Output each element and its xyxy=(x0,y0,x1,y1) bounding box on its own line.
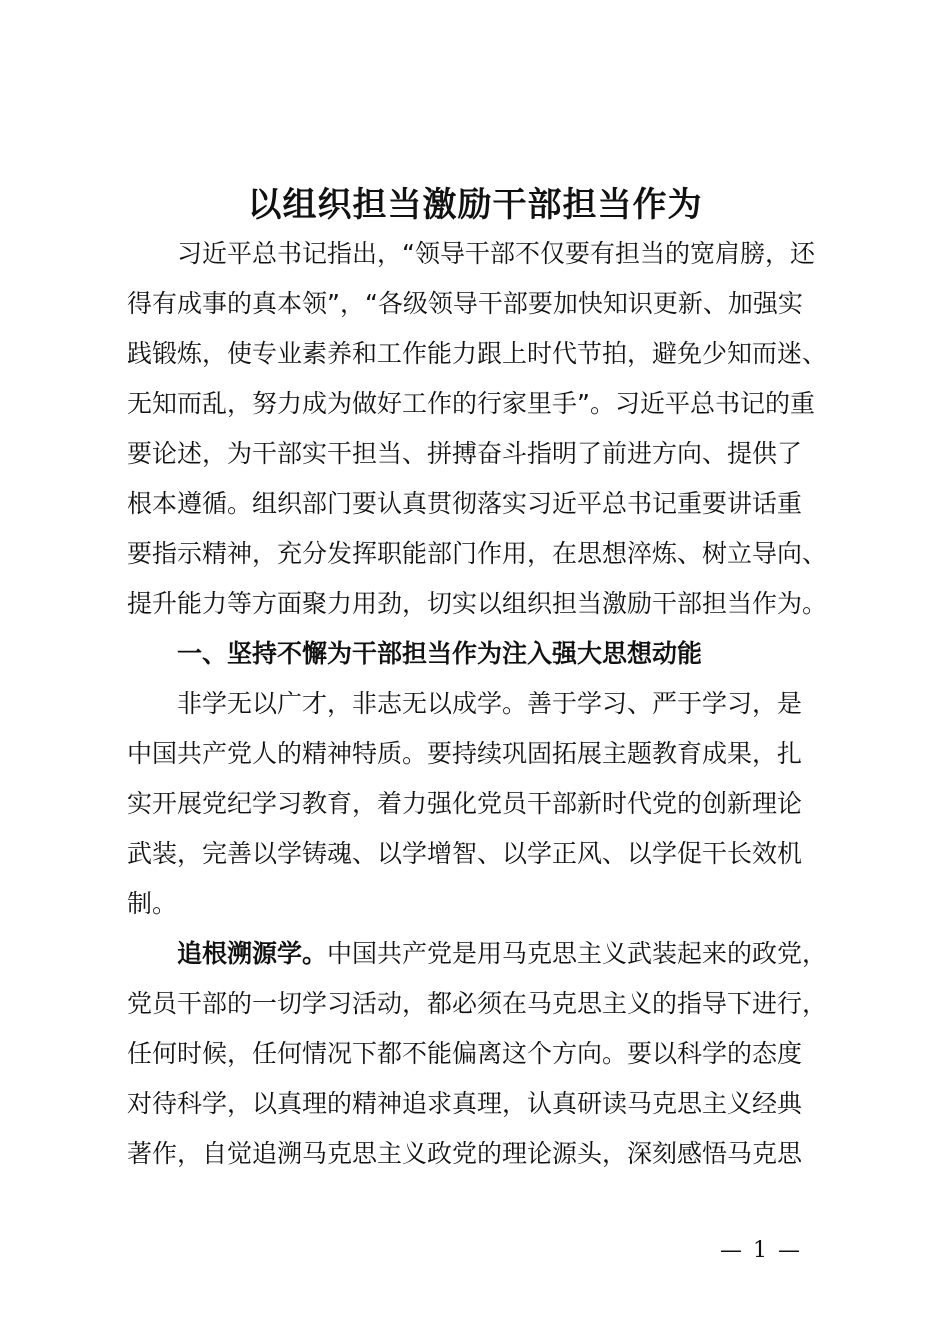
text-line: 实开展党纪学习教育，着力强化党员干部新时代党的创新理论 xyxy=(127,789,803,818)
text-line: 得有成事的真本领”，“各级领导干部要加快知识更新、加强实 xyxy=(127,289,803,318)
text-line: 无知而乱，努力成为做好工作的行家里手”。习近平总书记的重 xyxy=(127,389,815,418)
text-line xyxy=(127,929,837,979)
document-body xyxy=(127,229,837,1179)
text-line: 践锻炼，使专业素养和工作能力跟上时代节拍，避免少知而迷、 xyxy=(127,339,828,368)
text-line: 提升能力等方面聚力用劲，切实以组织担当激励干部担当作为。 xyxy=(127,589,828,618)
text-line: 制。 xyxy=(127,889,178,918)
text-line: 要指示精神，充分发挥职能部门作用，在思想淬炼、树立导向、 xyxy=(127,539,828,568)
text-line: 习近平总书记指出，“领导干部不仅要有担当的宽肩膀，还 xyxy=(177,239,815,268)
subheading-lead: 追根溯源学。 xyxy=(177,939,328,968)
section-heading: 一、坚持不懈为干部担当作为注入强大思想动能 xyxy=(177,639,703,668)
text-line: 党员干部的一切学习活动，都必须在马克思主义的指导下进行， xyxy=(127,989,828,1018)
text-line: 著作，自觉追溯马克思主义政党的理论源头，深刻感悟马克思 xyxy=(127,1139,803,1168)
text-line: 任何时候，任何情况下都不能偏离这个方向。要以科学的态度 xyxy=(127,1039,803,1068)
text-line: 非学无以广才，非志无以成学。善于学习、严于学习，是 xyxy=(177,689,803,718)
text-run: 中国共产党是用马克思主义武装起来的政党， xyxy=(327,939,828,968)
text-line: 要论述，为干部实干担当、拼搏奋斗指明了前进方向、提供了 xyxy=(127,439,803,468)
document-title: 以组织担当激励干部担当作为 xyxy=(247,185,703,225)
page-number: — 1 — xyxy=(720,1238,802,1263)
paragraph-trace-origin xyxy=(127,929,837,1179)
paragraph-study xyxy=(127,679,837,929)
text-line: 武装，完善以学铸魂、以学增智、以学正风、以学促干长效机 xyxy=(127,839,803,868)
text-line: 中国共产党人的精神特质。要持续巩固拓展主题教育成果，扎 xyxy=(127,739,803,768)
text-line: 根本遵循。组织部门要认真贯彻落实习近平总书记重要讲话重 xyxy=(127,489,803,518)
paragraph-intro xyxy=(127,229,837,629)
text-line: 对待科学，以真理的精神追求真理，认真研读马克思主义经典 xyxy=(127,1089,803,1118)
